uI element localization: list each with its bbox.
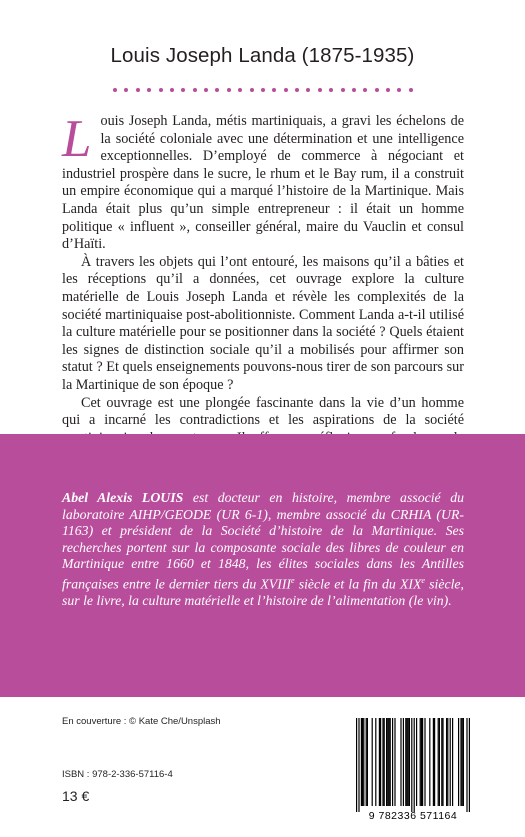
barcode-bar	[362, 718, 363, 806]
barcode-bar	[409, 718, 410, 806]
barcode-bar	[403, 718, 404, 806]
barcode-bar	[405, 718, 406, 806]
barcode-bar	[420, 718, 421, 806]
barcode-bar	[358, 718, 359, 812]
barcode-bar	[416, 718, 417, 806]
barcode-bar	[400, 718, 401, 806]
barcode-bar	[366, 718, 367, 806]
barcode-bar	[392, 718, 393, 806]
barcode-bar	[394, 718, 395, 806]
cover-credit: En couverture : © Kate Che/Unsplash	[62, 716, 221, 727]
author-name: Abel Alexis LOUIS	[62, 490, 184, 505]
dotted-divider	[113, 86, 413, 94]
summary-paragraph-1: Louis Joseph Landa, métis martiniquais, a gravi les échelons de la société coloniale avec une détermination et une intelligence exceptionnelles. D’employé de commerce à négociant et industriel prospère dans le sucre, le rhum et le Bay rum, il a construit un empire économique qui a marqué l’histoire de la Martinique. Mais Landa était plus qu’un simple entrepreneur : il était un homme politique « influent », conseiller général, maire du Vauclin et consul d’Haïti.	[62, 110, 464, 253]
barcode-bar	[387, 718, 388, 806]
barcode-bar	[421, 718, 422, 806]
barcode-bar	[380, 718, 381, 806]
barcode-bar	[469, 718, 470, 812]
barcode-bar	[356, 718, 357, 812]
barcode-bar	[375, 718, 376, 806]
barcode-bar	[388, 718, 389, 806]
barcode	[349, 714, 477, 824]
barcode-bar	[424, 718, 425, 806]
barcode-bar	[379, 718, 380, 806]
barcode-bar	[382, 718, 383, 806]
barcode-bar	[452, 718, 453, 806]
barcode-bar	[429, 718, 430, 806]
barcode-bars	[349, 714, 477, 812]
drop-cap: L	[62, 110, 92, 168]
barcode-bar	[390, 718, 391, 806]
barcode-bar	[406, 718, 407, 806]
barcode-bar	[434, 718, 435, 806]
barcode-bar	[458, 718, 459, 806]
author-bio: Abel Alexis LOUIS est docteur en histoire, membre associé du laboratoire AIHP/GEODE (UR 6-1), membre associé du CRHIA (UR-1163) et président de la Société d’histoire de la Martinique. Ses recherches portent sur la composante sociale des libres de couleur en Martinique entre 1660 et 1848, les élites sociales dans les Antilles françaises entre le dernier tiers du XVIIIe siècle et la fin du XIXe siècle, sur le livre, la culture matérielle et l’histoire de l’alimentation (le vin).	[62, 490, 465, 609]
barcode-bar	[438, 718, 439, 806]
book-title: Louis Joseph Landa (1875-1935)	[110, 44, 415, 67]
barcode-bar	[462, 718, 463, 806]
barcode-bar	[386, 718, 387, 806]
barcode-bar	[466, 718, 467, 812]
barcode-bar	[422, 718, 423, 806]
price: 13 €	[62, 788, 90, 804]
isbn: ISBN : 978-2-336-57116-4	[62, 769, 173, 780]
barcode-bar	[384, 718, 385, 806]
barcode-bar	[439, 718, 440, 806]
barcode-bar	[372, 718, 373, 806]
barcode-bar	[411, 718, 412, 812]
barcode-digits: 9 782336 571164	[368, 810, 458, 822]
summary-paragraph-3: Cet ouvrage est une plongée fascinante dans la vie d’un homme qui a incarné les contradictions et les aspirations de la société	[62, 394, 464, 429]
barcode-bar	[447, 718, 448, 806]
barcode-bar	[433, 718, 434, 806]
barcode-bar	[408, 718, 409, 806]
barcode-bar	[363, 718, 364, 806]
barcode-bar	[367, 718, 368, 806]
barcode-bar	[441, 718, 442, 806]
barcode-bar	[460, 718, 461, 806]
barcode-bar	[463, 718, 464, 806]
barcode-bar	[414, 718, 415, 812]
summary-paragraph-2: À travers les objets qui l’ont entouré, les maisons qu’il a bâties et les réceptions qu’il a données, cet ouvrage explore la culture matérielle de Louis Joseph Landa et révèle les complexités de la société martiniquaise post-abolitionniste. Comment Landa a-t-il utilisé la culture matérielle pour se positionner dans la société ? Quels étaient les signes de distinction sociale qu’il a mobilisés pour affirmer son statut ? Et quels enseignements pouvons-nous tirer de son parcours sur la Martinique de son époque ?	[62, 253, 464, 393]
back-cover-summary	[62, 110, 464, 482]
barcode-bar	[450, 718, 451, 806]
barcode-bar	[446, 718, 447, 806]
barcode-bar	[442, 718, 443, 806]
barcode-bar	[361, 718, 362, 806]
